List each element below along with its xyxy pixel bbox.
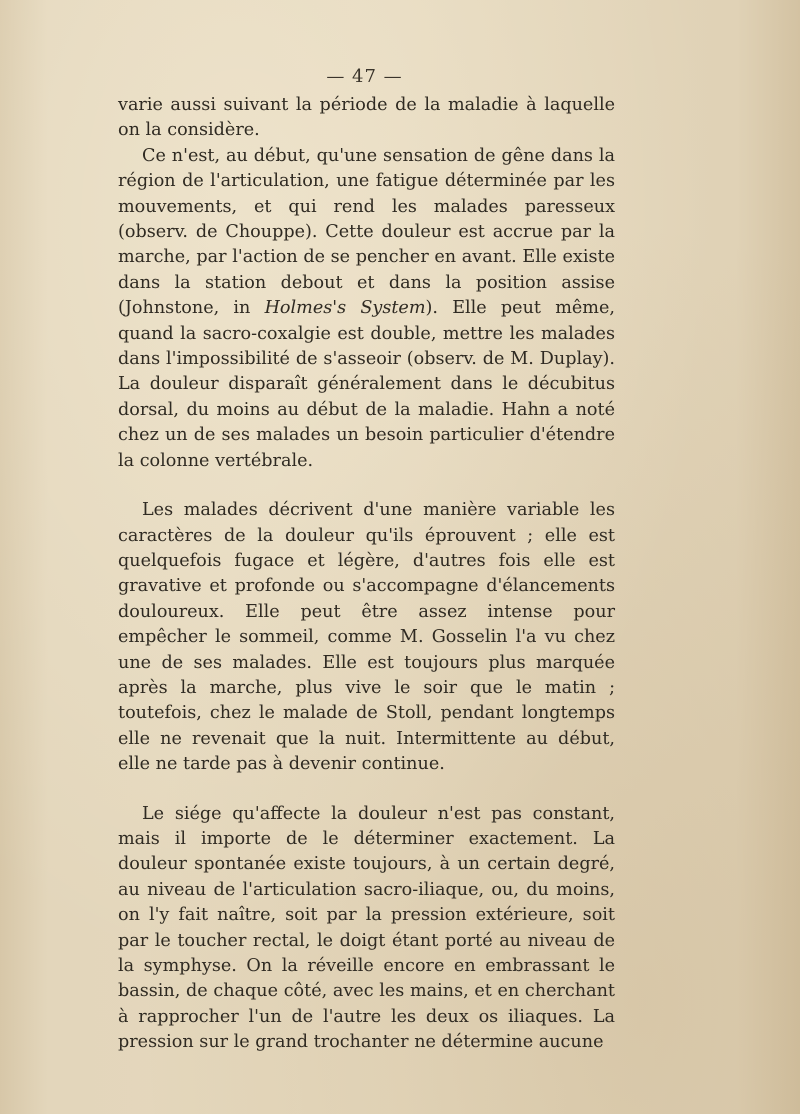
page-number: — 47 — [326,66,403,87]
paragraph-3: Les malades décrivent d'une manière variable les caractères de la douleur qu'ils éprouvent ; elle est quelquefois fugace et légère, d'autres fois elle est gravative et profonde ou s'accompagne d'élancements douloureux. Elle peut être assez intense pour empêcher le sommeil, comme M. Gosselin l'a vu chez une de ses malades. Elle est toujours plus marquée après la marche, plus vive le soir que le matin ; toutefois, chez le malade de Stoll, pendant longtemps elle ne revenait que la nuit. Intermittente au début, elle ne tarde pas à devenir continue. [118,500,615,775]
paragraph-2-text-end: ). Elle peut même, quand la sacro-coxalgie est double, mettre les malades dans l'impossibilité de s'asseoir (observ. de M. Duplay). La douleur disparaît généralement dans le décubitus dorsal, du moins au début de la maladie. Hahn a noté chez un de ses malades un besoin particulier d'étendre la colonne vertébrale. [118,298,615,471]
paragraph-1: varie aussi suivant la période de la maladie à laquelle on la considère. [118,95,615,141]
citation-title: Holmes's System [264,298,426,319]
body-text [118,93,615,1056]
paragraph-2-text-start: Ce n'est, au début, qu'une sensation de gêne dans la région de l'articulation, une fatigue déterminée par les mouvements, et qui rend les malades paresseux (observ. de Chouppe). Cette douleur est accrue par la marche, par l'action de se pencher en avant. Elle existe dans la station debout et dans la position assise (Johnstone, in [118,145,615,319]
paragraph-4: Le siége qu'affecte la douleur n'est pas constant, mais il importe de le déterminer exactement. La douleur spontanée existe toujours, à un certain degré, au niveau de l'articulation sacro-iliaque, ou, du moins, on l'y fait naître, soit par la pression extérieure, soit par le toucher rectal, le doigt étant porté au niveau de la symphyse. On la réveille encore en embrassant le bassin, de chaque côté, avec les mains, et en cherchant à rapprocher l'un de l'autre les deux os iliaques. La pression sur le grand trochanter ne détermine aucune [118,803,615,1053]
paragraph-2 [118,144,615,474]
